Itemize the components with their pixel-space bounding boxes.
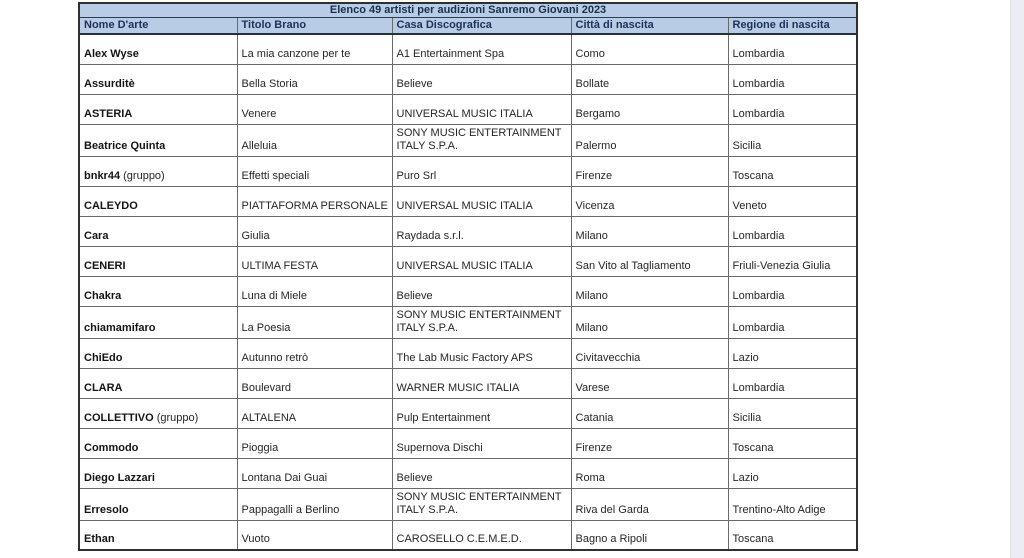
artist-name: Assurditè	[84, 77, 135, 90]
record-label-cell: SONY MUSIC ENTERTAINMENT ITALY S.P.A.	[392, 488, 571, 520]
column-header-stage-name: Nome D'arte	[79, 17, 237, 34]
song-title-cell: Luna di Miele	[237, 276, 392, 306]
artist-name: CALEYDO	[84, 199, 138, 212]
birth-city-cell: San Vito al Tagliamento	[571, 246, 728, 276]
birth-region-cell: Lombardia	[728, 34, 857, 64]
song-title-cell: Boulevard	[237, 368, 392, 398]
record-label-cell: The Lab Music Factory APS	[392, 338, 571, 368]
artist-name: Alex Wyse	[84, 47, 139, 60]
song-title-cell: Pioggia	[237, 428, 392, 458]
table-row	[79, 186, 857, 216]
birth-city-cell: Firenze	[571, 156, 728, 186]
artist-name: Erresolo	[84, 503, 129, 516]
birth-region-cell: Lazio	[728, 338, 857, 368]
column-header-birth-region: Regione di nascita	[728, 17, 857, 34]
birth-region-cell: Lombardia	[728, 216, 857, 246]
artist-name-cell	[79, 64, 237, 94]
record-label-cell: WARNER MUSIC ITALIA	[392, 368, 571, 398]
record-label-cell: UNIVERSAL MUSIC ITALIA	[392, 94, 571, 124]
column-header-song-title: Titolo Brano	[237, 17, 392, 34]
table-row	[79, 156, 857, 186]
record-label-cell: UNIVERSAL MUSIC ITALIA	[392, 246, 571, 276]
artist-name-cell	[79, 520, 237, 550]
artists-table	[78, 2, 858, 551]
birth-region-cell: Lombardia	[728, 368, 857, 398]
birth-region-cell: Friuli-Venezia Giulia	[728, 246, 857, 276]
table-row	[79, 428, 857, 458]
birth-city-cell: Riva del Garda	[571, 488, 728, 520]
record-label-cell: SONY MUSIC ENTERTAINMENT ITALY S.P.A.	[392, 124, 571, 156]
artist-name-cell	[79, 276, 237, 306]
artist-name: COLLETTIVO	[84, 411, 154, 424]
song-title-cell: PIATTAFORMA PERSONALE	[237, 186, 392, 216]
birth-region-cell: Trentino-Alto Adige	[728, 488, 857, 520]
page-edge-strip	[1010, 0, 1024, 558]
song-title-cell: La Poesia	[237, 306, 392, 338]
table-row	[79, 124, 857, 156]
table-title-row	[79, 3, 857, 17]
birth-city-cell: Palermo	[571, 124, 728, 156]
table-row	[79, 246, 857, 276]
table-header-row	[79, 17, 857, 34]
artist-name-cell	[79, 488, 237, 520]
artist-name-cell	[79, 156, 237, 186]
birth-city-cell: Civitavecchia	[571, 338, 728, 368]
birth-region-cell: Toscana	[728, 156, 857, 186]
artist-name: Commodo	[84, 441, 139, 454]
song-title-cell: Pappagalli a Berlino	[237, 488, 392, 520]
artist-name-cell	[79, 216, 237, 246]
birth-city-cell: Catania	[571, 398, 728, 428]
artist-name: CENERI	[84, 259, 126, 272]
birth-city-cell: Como	[571, 34, 728, 64]
table-row	[79, 398, 857, 428]
table-row	[79, 34, 857, 64]
song-title-cell: Alleluia	[237, 124, 392, 156]
song-title-cell: Giulia	[237, 216, 392, 246]
song-title-cell: Bella Storia	[237, 64, 392, 94]
column-header-record-label: Casa Discografica	[392, 17, 571, 34]
artist-name: Chakra	[84, 289, 122, 302]
birth-city-cell: Bollate	[571, 64, 728, 94]
birth-city-cell: Bergamo	[571, 94, 728, 124]
artist-name-suffix: (gruppo)	[120, 169, 165, 182]
birth-region-cell: Lombardia	[728, 94, 857, 124]
record-label-cell: UNIVERSAL MUSIC ITALIA	[392, 186, 571, 216]
artist-name-suffix: (gruppo)	[153, 411, 199, 424]
artist-name: ChiEdo	[84, 351, 123, 364]
birth-region-cell: Sicilia	[728, 398, 857, 428]
birth-region-cell: Lombardia	[728, 64, 857, 94]
artists-table-body	[79, 34, 857, 550]
artist-name-cell	[79, 246, 237, 276]
birth-city-cell: Roma	[571, 458, 728, 488]
artist-name-cell	[79, 34, 237, 64]
birth-city-cell: Milano	[571, 276, 728, 306]
table-row	[79, 368, 857, 398]
record-label-cell: A1 Entertainment Spa	[392, 34, 571, 64]
song-title-cell: Lontana Dai Guai	[237, 458, 392, 488]
birth-region-cell: Veneto	[728, 186, 857, 216]
table-row	[79, 338, 857, 368]
record-label-cell: Believe	[392, 458, 571, 488]
artist-name: bnkr44	[84, 169, 121, 182]
birth-region-cell: Lombardia	[728, 276, 857, 306]
birth-region-cell: Lazio	[728, 458, 857, 488]
artist-name: Ethan	[84, 533, 115, 545]
artist-name: Beatrice Quinta	[84, 139, 166, 152]
artist-name-cell	[79, 124, 237, 156]
artist-name-cell	[79, 306, 237, 338]
birth-city-cell: Vicenza	[571, 186, 728, 216]
artist-name-cell	[79, 398, 237, 428]
table-row	[79, 488, 857, 520]
record-label-cell: Believe	[392, 64, 571, 94]
record-label-cell: Raydada s.r.l.	[392, 216, 571, 246]
song-title-cell: Venere	[237, 94, 392, 124]
table-row	[79, 64, 857, 94]
birth-city-cell: Milano	[571, 306, 728, 338]
artist-name-cell	[79, 338, 237, 368]
table-row	[79, 306, 857, 338]
artist-name: Cara	[84, 229, 109, 242]
table-row	[79, 458, 857, 488]
artist-name-cell	[79, 458, 237, 488]
record-label-cell: SONY MUSIC ENTERTAINMENT ITALY S.P.A.	[392, 306, 571, 338]
birth-city-cell: Milano	[571, 216, 728, 246]
artist-name-cell	[79, 368, 237, 398]
birth-city-cell: Firenze	[571, 428, 728, 458]
birth-region-cell: Toscana	[728, 520, 857, 550]
record-label-cell: Supernova Dischi	[392, 428, 571, 458]
artist-name-cell	[79, 94, 237, 124]
song-title-cell: Vuoto	[237, 520, 392, 550]
record-label-cell: Puro Srl	[392, 156, 571, 186]
column-header-birth-city: Città di nascita	[571, 17, 728, 34]
artist-name-cell	[79, 186, 237, 216]
record-label-cell: Pulp Entertainment	[392, 398, 571, 428]
table-row	[79, 94, 857, 124]
birth-region-cell: Lombardia	[728, 306, 857, 338]
song-title-cell: Effetti speciali	[237, 156, 392, 186]
song-title-cell: Autunno retrò	[237, 338, 392, 368]
record-label-cell: Believe	[392, 276, 571, 306]
birth-region-cell: Toscana	[728, 428, 857, 458]
table-row	[79, 216, 857, 246]
artist-name-cell	[79, 428, 237, 458]
song-title-cell: ULTIMA FESTA	[237, 246, 392, 276]
song-title-cell: ALTALENA	[237, 398, 392, 428]
artist-name: chiamamifaro	[84, 321, 156, 334]
birth-city-cell: Bagno a Ripoli	[571, 520, 728, 550]
table-title: Elenco 49 artisti per audizioni Sanremo Giovani 2023	[79, 3, 857, 17]
song-title-cell: La mia canzone per te	[237, 34, 392, 64]
artist-name: CLARA	[84, 381, 123, 394]
artist-name: ASTERIA	[84, 107, 133, 120]
table-row	[79, 276, 857, 306]
birth-region-cell: Sicilia	[728, 124, 857, 156]
birth-city-cell: Varese	[571, 368, 728, 398]
artist-name: Diego Lazzari	[84, 471, 155, 484]
record-label-cell: CAROSELLO C.E.M.E.D.	[392, 520, 571, 550]
table-row	[79, 520, 857, 550]
